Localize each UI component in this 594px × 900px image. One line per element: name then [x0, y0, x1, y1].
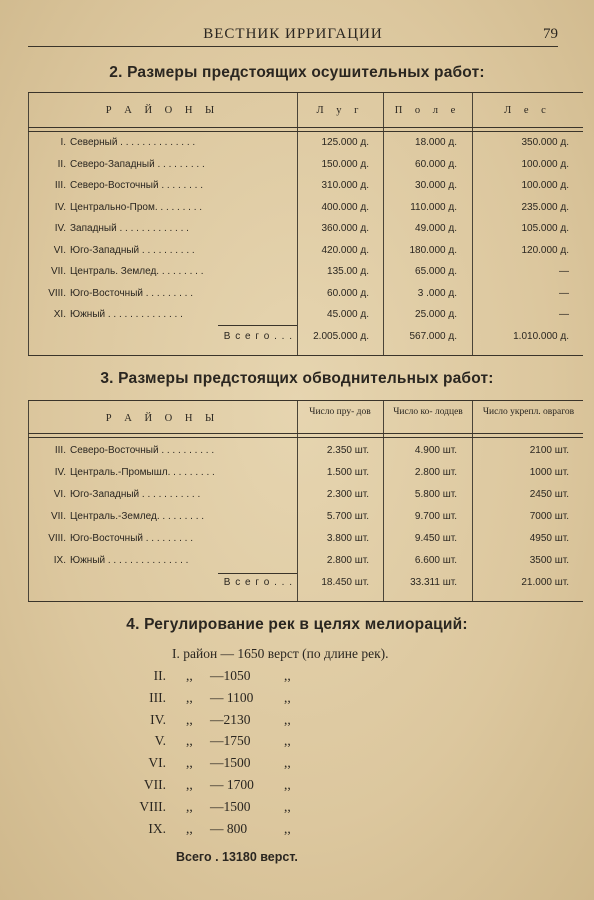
region-label: Северо-Восточный . . . . . . . .: [70, 180, 203, 191]
rivers-list: [0, 646, 594, 846]
region-label: Северный . . . . . . . . . . . . . .: [70, 137, 196, 148]
cell-col3: 1000 шт.: [529, 467, 569, 478]
table-row: [28, 489, 583, 510]
region-label: Западный . . . . . . . . . . . . .: [70, 223, 189, 234]
river-length: —1500: [210, 798, 251, 814]
region-label: Северо-Восточный . . . . . . . . . .: [70, 445, 215, 456]
cell-col3: 235.000 д.: [521, 201, 569, 213]
total-ravines: 21.000 шт.: [521, 577, 569, 588]
region-label: Северо-Западный . . . . . . . . .: [70, 158, 205, 170]
region-name: [38, 555, 300, 566]
region-number: III.: [54, 445, 66, 456]
ditto-mark: ,,: [186, 689, 193, 705]
ditto-mark: ,,: [284, 733, 291, 749]
column-header-ponds: Число пру- дов: [309, 407, 371, 417]
region-name: [38, 202, 300, 213]
cell-col1: 60.000 д.: [327, 287, 369, 299]
page-header: [28, 24, 558, 47]
ditto-mark: ,,: [284, 689, 291, 705]
region-number: VIII.: [48, 533, 66, 544]
region-number: IV.: [54, 223, 66, 234]
region-label: Юго-Западный . . . . . . . . . . .: [70, 489, 201, 500]
cell-col2: 180.000 д.: [409, 244, 457, 256]
cell-col1: 2.800 шт.: [326, 555, 369, 566]
cell-col3: 350.000 д.: [521, 137, 569, 148]
region-name: [38, 180, 300, 191]
drainage-table-heading: 2. Размеры предстоящих осушительных работ:: [109, 64, 485, 81]
total-ponds: 18.450 шт.: [321, 577, 369, 588]
cell-col2: 18.000 д.: [415, 137, 457, 148]
cell-col3: 4950 шт.: [529, 533, 569, 544]
table-row: [28, 245, 583, 266]
region-label: Юго-Восточный . . . . . . . . .: [70, 287, 193, 299]
total-meadow: 2.005.000 д.: [313, 331, 369, 342]
region-number: IX.: [148, 820, 166, 836]
cell-col1: 1.500 шт.: [326, 467, 369, 478]
cell-col3: —: [559, 287, 569, 299]
cell-col2: 5.800 шт.: [414, 489, 457, 500]
region-number: V.: [154, 733, 166, 749]
region-number: VII.: [50, 511, 66, 522]
region-label: Центрально-Пром. . . . . . . . .: [70, 201, 203, 213]
ditto-mark: ,,: [186, 733, 193, 749]
table-row: [28, 445, 583, 466]
column-header-field: П о л е: [394, 105, 461, 116]
region-name: [38, 223, 300, 234]
cell-col2: 65.000 д.: [415, 266, 457, 277]
rivers-first-line: I. район — 1650 верст (по длине рек).: [172, 646, 389, 661]
cell-col2: 6.600 шт.: [414, 555, 457, 566]
ditto-mark: ,,: [186, 755, 193, 771]
region-number: VI.: [53, 244, 66, 256]
cell-col3: 2100 шт.: [529, 445, 569, 456]
cell-col1: 125.000 д.: [321, 137, 369, 148]
region-label: Юго-Восточный . . . . . . . . .: [70, 533, 193, 544]
table-total-row: [28, 331, 583, 352]
region-name: [38, 533, 300, 544]
table-row: [28, 137, 583, 158]
column-header-forest: Л е с: [504, 105, 551, 116]
cell-col2: 49.000 д.: [415, 223, 457, 234]
region-number: II.: [153, 668, 166, 683]
ditto-mark: ,,: [186, 820, 193, 836]
region-name: [38, 159, 300, 170]
cell-col3: 7000 шт.: [529, 511, 569, 522]
ditto-mark: ,,: [186, 668, 193, 683]
cell-col2: 9.450 шт.: [414, 533, 457, 544]
journal-title: ВЕСТНИК ИРРИГАЦИИ: [203, 26, 383, 42]
rivers-heading: 4. Регулирование рек в целях мелиораций:: [126, 616, 468, 633]
river-length: —1500: [210, 755, 251, 771]
region-label: Централь.-Промышл. . . . . . . . .: [70, 467, 215, 478]
region-number: VIII.: [139, 798, 166, 814]
region-name: [38, 266, 300, 277]
table-total-row: [28, 577, 583, 598]
column-header-wells: Число ко- лодцев: [393, 407, 463, 417]
cell-col3: —: [559, 309, 569, 320]
column-header-regions: Р А Й О Н Ы: [105, 105, 220, 116]
rivers-total: Всего . 13180 верст.: [176, 850, 298, 864]
region-name: [38, 309, 300, 320]
cell-col1: 150.000 д.: [321, 158, 369, 170]
cell-col1: 420.000 д.: [321, 244, 369, 256]
river-length: —1750: [210, 733, 251, 749]
total-field: 567.000 д.: [409, 331, 457, 342]
cell-col2: 4.900 шт.: [414, 445, 457, 456]
cell-col1: 5.700 шт.: [326, 511, 369, 522]
river-length: —1050: [210, 668, 251, 683]
cell-col1: 3.800 шт.: [326, 533, 369, 544]
region-name: [38, 467, 300, 478]
cell-col3: 2450 шт.: [529, 489, 569, 500]
region-label: Юго-Западный . . . . . . . . . .: [70, 244, 195, 256]
cell-col1: 45.000 д.: [327, 309, 369, 320]
cell-col2: 60.000 д.: [415, 158, 457, 170]
ditto-mark: ,,: [284, 755, 291, 771]
table-row: [28, 511, 583, 532]
cell-col1: 135.00 д.: [327, 266, 369, 277]
region-name: [38, 511, 300, 522]
region-number: II.: [57, 158, 66, 170]
region-number: IX.: [53, 555, 66, 566]
ditto-mark: ,,: [284, 820, 291, 836]
river-length: — 1700: [210, 777, 254, 792]
cell-col1: 2.350 шт.: [326, 445, 369, 456]
cell-col2: 9.700 шт.: [414, 511, 457, 522]
watering-table-heading: 3. Размеры предстоящих обводнительных работ:: [100, 370, 494, 387]
region-number: I.: [60, 137, 66, 148]
cell-col2: 2.800 шт.: [414, 467, 457, 478]
table-row: [28, 288, 583, 309]
region-name: [38, 245, 300, 256]
table-row: [28, 309, 583, 330]
table-row: [28, 223, 583, 244]
region-name: [38, 288, 300, 299]
ditto-mark: ,,: [284, 711, 291, 727]
river-length: — 1100: [210, 689, 254, 705]
table-row: [28, 180, 583, 201]
cell-col2: 3 .000 д.: [417, 287, 457, 299]
ditto-mark: ,,: [284, 668, 291, 683]
region-name: [38, 137, 300, 148]
watering-table: [28, 400, 583, 602]
ditto-mark: ,,: [284, 777, 291, 792]
cell-col3: 105.000 д.: [521, 223, 569, 234]
cell-col1: 310.000 д.: [321, 180, 369, 191]
region-number: VII.: [50, 266, 66, 277]
column-header-regions: Р А Й О Н Ы: [105, 413, 220, 424]
region-number: XI.: [53, 309, 66, 320]
table-row: [28, 202, 583, 223]
region-label: Южный . . . . . . . . . . . . . .: [70, 309, 183, 320]
region-number: III.: [149, 689, 166, 705]
page-number: 79: [543, 26, 558, 42]
region-name: [38, 445, 300, 456]
drainage-table: [28, 92, 583, 356]
ditto-mark: ,,: [186, 711, 193, 727]
column-header-ravines: Число укрепл. оврагов: [482, 407, 575, 417]
total-label: В с е г о . . .: [223, 577, 293, 588]
cell-col3: 3500 шт.: [529, 555, 569, 566]
cell-col1: 2.300 шт.: [326, 489, 369, 500]
column-header-meadow: Л у г: [316, 105, 364, 116]
region-label: Южный . . . . . . . . . . . . . . .: [70, 555, 189, 566]
cell-col3: 100.000 д.: [521, 180, 569, 191]
table-row: [28, 266, 583, 287]
region-number: VI.: [53, 489, 66, 500]
table-row: [28, 467, 583, 488]
region-label: Централь. Землед. . . . . . . . .: [70, 266, 204, 277]
region-number: IV.: [54, 201, 66, 213]
ditto-mark: ,,: [186, 798, 193, 814]
cell-col2: 110.000 д.: [410, 201, 457, 213]
region-name: [38, 489, 300, 500]
cell-col3: 100.000 д.: [521, 158, 569, 170]
river-length: — 800: [210, 820, 248, 836]
cell-col2: 25.000 д.: [415, 309, 457, 320]
region-number: VII.: [143, 777, 166, 792]
region-label: Централь.-Землед. . . . . . . . .: [70, 511, 205, 522]
total-label: В с е г о . . .: [223, 331, 293, 342]
total-wells: 33.311 шт.: [410, 577, 457, 588]
region-number: VIII.: [48, 287, 66, 299]
table-row: [28, 555, 583, 576]
total-forest: 1.010.000 д.: [513, 331, 569, 342]
cell-col3: 120.000 д.: [521, 244, 569, 256]
river-length: —2130: [210, 711, 251, 727]
region-number: IV.: [54, 467, 66, 478]
cell-col3: —: [559, 266, 569, 277]
table-row: [28, 159, 583, 180]
cell-col2: 30.000 д.: [415, 180, 457, 191]
region-number: III.: [54, 180, 66, 191]
region-number: VI.: [148, 755, 166, 771]
ditto-mark: ,,: [186, 777, 193, 792]
region-number: IV.: [150, 711, 166, 727]
cell-col1: 360.000 д.: [321, 223, 369, 234]
table-row: [28, 533, 583, 554]
ditto-mark: ,,: [284, 798, 291, 814]
cell-col1: 400.000 д.: [321, 201, 369, 213]
